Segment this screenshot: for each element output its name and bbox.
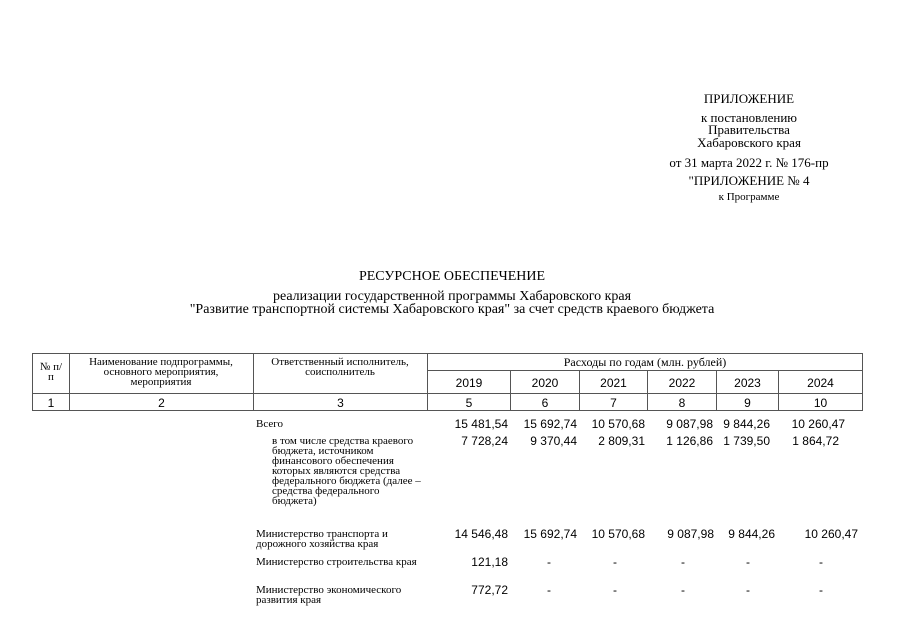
row-label-total: Всего (256, 418, 283, 430)
column-header-executor: Ответственный исполнитель, соисполнитель (271, 356, 409, 378)
appendix4-heading: "ПРИЛОЖЕНИЕ № 4 (688, 173, 810, 188)
document-title: РЕСУРСНОЕ ОБЕСПЕЧЕНИЕ (358, 269, 546, 284)
column-number-3: 3 (337, 396, 344, 410)
value-cell: 10 570,68 (591, 417, 645, 431)
value-cell: 9 844,26 (728, 527, 775, 541)
column-header-number: № п/п (39, 361, 63, 383)
row-label-transport-ministry: Министерство транспорта и дорожного хозяйства края (256, 528, 388, 550)
column-header-name: Наименование подпрограммы, основного мероприятия, мероприятия (89, 356, 233, 388)
value-cell: 1 739,50 (723, 434, 770, 448)
year-header-2021: 2021 (600, 376, 627, 390)
year-header-2024: 2024 (807, 376, 834, 390)
value-cell: 2 809,31 (598, 434, 645, 448)
value-cell: 9 087,98 (666, 417, 713, 431)
column-number-1: 1 (47, 396, 55, 410)
value-cell: - (547, 583, 551, 597)
value-cell: 772,72 (471, 583, 508, 597)
value-cell: - (547, 555, 551, 569)
year-header-2019: 2019 (455, 376, 483, 390)
row-label-construction-ministry: Министерство строительства края (256, 556, 417, 568)
value-cell: - (746, 583, 750, 597)
value-cell: 10 260,47 (791, 417, 845, 431)
government-text: Правительства (708, 122, 790, 137)
value-cell: 10 260,47 (804, 527, 858, 541)
value-cell: - (746, 555, 750, 569)
value-cell: 10 570,68 (591, 527, 645, 541)
year-header-2020: 2020 (531, 376, 559, 390)
value-cell: 9 370,44 (530, 434, 577, 448)
resolution-text: к постановлению (700, 110, 798, 125)
program-text: к Программе (718, 191, 780, 203)
year-header-2022: 2022 (668, 376, 696, 390)
value-cell: 9 087,98 (667, 527, 714, 541)
value-cell: 15 692,74 (523, 417, 577, 431)
value-cell: 9 844,26 (723, 417, 770, 431)
region-text: Хабаровского края (697, 135, 801, 150)
value-cell: - (613, 583, 617, 597)
column-header-expenses: Расходы по годам (млн. рублей) (563, 355, 727, 369)
value-cell: 1 126,86 (666, 434, 713, 448)
value-cell: - (613, 555, 617, 569)
document-subtitle-program: "Развитие транспортной системы Хабаровского края" за счет средств краевого бюджета (189, 302, 715, 317)
value-cell: 14 546,48 (454, 527, 508, 541)
column-number-2: 2 (158, 396, 165, 410)
value-cell: 121,18 (471, 555, 508, 569)
column-number-9: 9 (744, 396, 751, 410)
value-cell: 15 692,74 (523, 527, 577, 541)
document-subtitle: реализации государственной программы Хабаровского края (272, 289, 632, 304)
appendix-heading: ПРИЛОЖЕНИЕ (703, 91, 795, 106)
year-header-2023: 2023 (734, 376, 761, 390)
column-number-8: 8 (678, 396, 686, 410)
row-label-federal: в том числе средства краевого бюджета, источником финансового обеспечения которых являются средства федерального бюджета (далее – средства федерального бюджета) (272, 435, 421, 507)
value-cell: 7 728,24 (461, 434, 508, 448)
column-number-10: 10 (813, 396, 828, 410)
value-cell: 15 481,54 (454, 417, 508, 431)
date-number-text: от 31 марта 2022 г. № 176-пр (669, 155, 829, 170)
column-number-7: 7 (610, 396, 617, 410)
value-cell: 1 864,72 (792, 434, 839, 448)
value-cell: - (819, 583, 823, 597)
column-number-5: 5 (465, 396, 473, 410)
value-cell: - (681, 555, 685, 569)
value-cell: - (819, 555, 823, 569)
column-number-6: 6 (541, 396, 549, 410)
row-label-economy-ministry: Министерство экономического развития края (256, 584, 402, 606)
value-cell: - (681, 583, 685, 597)
